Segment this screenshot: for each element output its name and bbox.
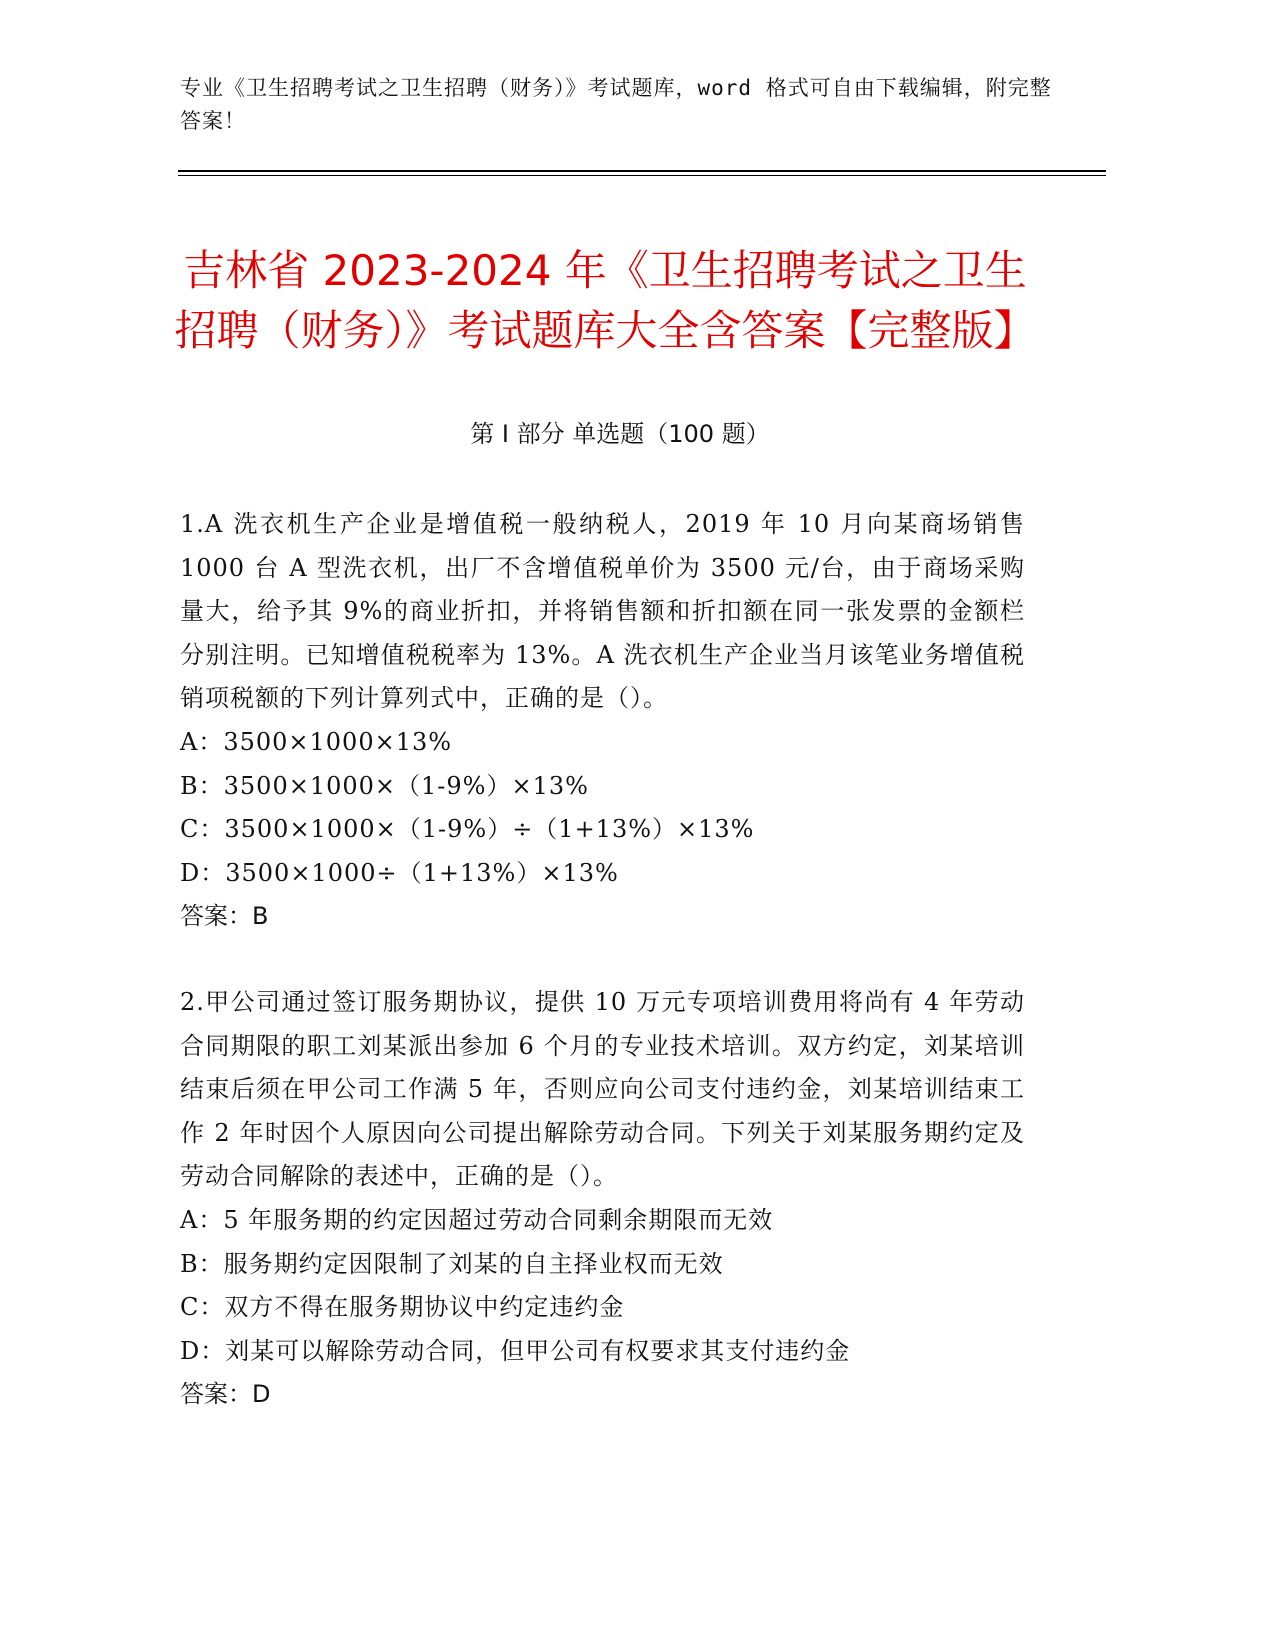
header-note: 专业《卫生招聘考试之卫生招聘（财务）》考试题库，word 格式可自由下载编辑，附完整答案！ xyxy=(180,76,1052,133)
option-d: D：刘某可以解除劳动合同，但甲公司有权要求其支付违约金 xyxy=(180,1336,851,1365)
option-c: C：双方不得在服务期协议中约定违约金 xyxy=(180,1293,625,1322)
answer: 答案：B xyxy=(180,902,269,931)
option-b: B：3500×1000×（1-9%）×13% xyxy=(180,771,589,800)
question-1 xyxy=(180,503,1025,939)
question-stem: 2.甲公司通过签订服务期协议，提供 10 万元专项培训费用将尚有 4 年劳动合同期限的职工刘某派出参加 6 个月的专业技术培训。双方约定，刘某培训结束后须在甲公司工作满 5 年，否则应向公司支付违约金，刘某培训结束工作 2 年时因个人原因向公司提出解除劳动合同。下列关于刘某服务期约定及劳动合同解除的表述中，正确的是（）。 xyxy=(180,988,1025,1191)
header-rule-thick xyxy=(178,170,1106,172)
answer: 答案：D xyxy=(180,1380,271,1409)
option-a: A：3500×1000×13% xyxy=(180,727,453,756)
section-heading: 第 I 部分 单选题（100 题） xyxy=(470,420,770,448)
option-c: C：3500×1000×（1-9%）÷（1+13%）×13% xyxy=(180,815,755,844)
header-rule-thin xyxy=(178,175,1106,176)
question-stem: 1.A 洗衣机生产企业是增值税一般纳税人，2019 年 10 月向某商场销售 1000 台 A 型洗衣机，出厂不含增值税单价为 3500 元/台，由于商场采购量大，给予其 9%的商业折扣，并将销售额和折扣额在同一张发票的金额栏分别注明。已知增值税税率为 13%。A 洗衣机生产企业当月该笔业务增值税销项税额的下列计算列式中，正确的是（）。 xyxy=(180,510,1025,713)
option-d: D：3500×1000÷（1+13%）×13% xyxy=(180,858,619,887)
option-a: A：5 年服务期的约定因超过劳动合同剩余期限而无效 xyxy=(180,1205,774,1234)
option-b: B：服务期约定因限制了刘某的自主择业权而无效 xyxy=(180,1249,724,1278)
document-title: 吉林省 2023-2024 年《卫生招聘考试之卫生招聘（财务）》考试题库大全含答案【完整版】 xyxy=(174,246,1036,356)
question-2 xyxy=(180,981,1025,1417)
